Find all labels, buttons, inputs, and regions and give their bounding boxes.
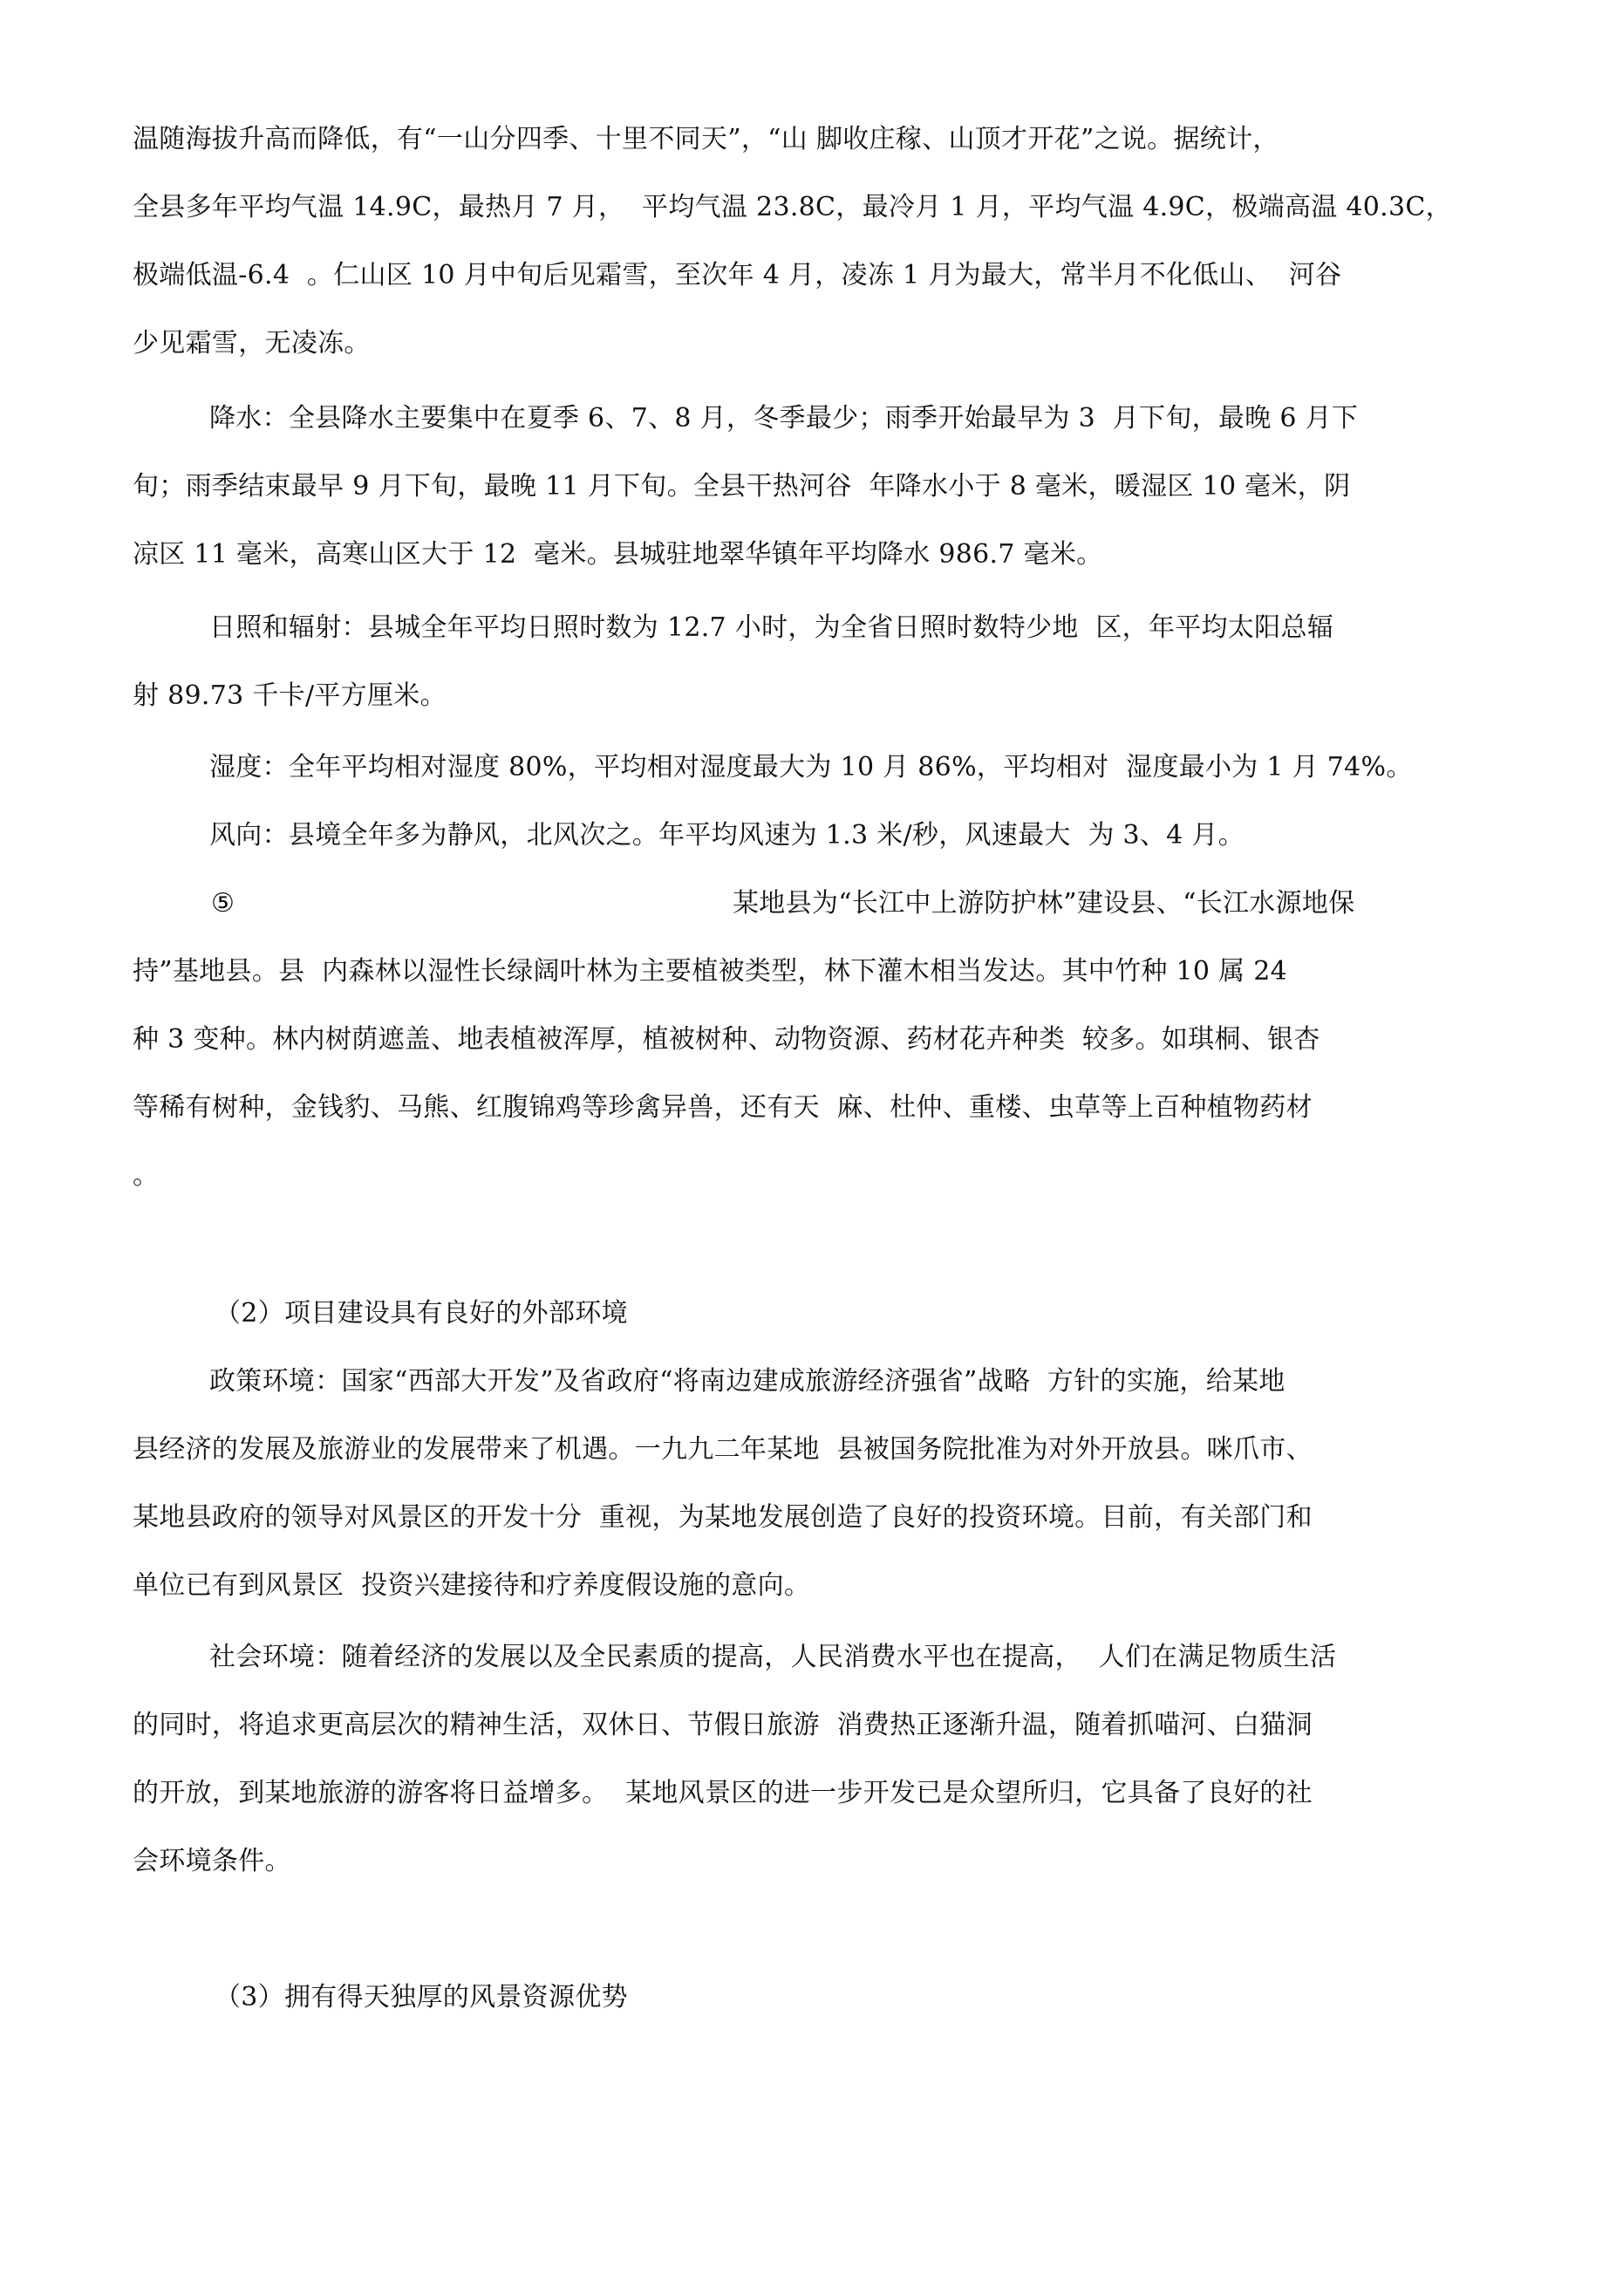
paragraph-line: 极端低温-6.4 。仁山区 10 月中旬后见霜雪，至次年 4 月，凌冻 1 月为最大，常半月不化低山、 河谷 — [133, 260, 1342, 290]
paragraph-line: 温随海拔升高而降低，有“一山分四季、十里不同天”，“山 脚收庄稼、山顶才开花”之说。据统计， — [133, 124, 1279, 154]
item-marker: ⑤ — [211, 888, 235, 919]
paragraph-line: 风向：县境全年多为静风，北风次之。年平均风速为 1.3 米/秒，风速最大 为 3、4 月。 — [209, 820, 1245, 851]
paragraph-line: 某地县政府的领导对风景区的开发十分 重视，为某地发展创造了良好的投资环境。目前，有关部门和 — [133, 1502, 1313, 1533]
section-heading: （2）项目建设具有良好的外部环境 — [215, 1298, 628, 1329]
paragraph-line: 全县多年平均气温 14.9C，最热月 7 月， 平均气温 23.8C，最冷月 1 月，平均气温 4.9C，极端高温 40.3C， — [133, 192, 1452, 222]
paragraph-line: 会环境条件。 — [133, 1846, 291, 1876]
paragraph-line: 社会环境：随着经济的发展以及全民素质的提高，人民消费水平也在提高， 人们在满足物质生活 — [209, 1642, 1337, 1672]
section-heading: （3）拥有得天独厚的风景资源优势 — [215, 1982, 628, 2012]
paragraph-line: 旬；雨季结束最早 9 月下旬，最晚 11 月下旬。全县干热河谷 年降水小于 8 毫米，暖湿区 10 毫米，阴 — [133, 471, 1351, 502]
paragraph-line: 。 — [133, 1160, 160, 1191]
paragraph-line: 的开放，到某地旅游的游客将日益增多。 某地风景区的进一步开发已是众望所归，它具备了良好的社 — [133, 1778, 1313, 1808]
paragraph-line: 持”基地县。县 内森林以湿性长绿阔叶林为主要植被类型，林下灌木相当发达。其中竹种 10 属 24 — [133, 956, 1288, 987]
paragraph-line: 县经济的发展及旅游业的发展带来了机遇。一九九二年某地 县被国务院批准为对外开放县。咪爪市、 — [133, 1434, 1313, 1465]
paragraph-line: 射 89.73 千卡/平方厘米。 — [133, 680, 447, 711]
paragraph-line: 日照和辐射：县城全年平均日照时数为 12.7 小时，为全省日照时数特少地 区，年平均太阳总辐 — [209, 612, 1334, 643]
paragraph-line: 单位已有到风景区 投资兴建接待和疗养度假设施的意向。 — [133, 1570, 811, 1601]
paragraph-line: 的同时，将追求更高层次的精神生活，双休日、节假日旅游 消费热正逐渐升温，随着抓喵河、白猫洞 — [133, 1710, 1313, 1740]
paragraph-line: 种 3 变种。林内树荫遮盖、地表植被浑厚，植被树种、动物资源、药材花卉种类 较多。如琪桐、银杏 — [133, 1024, 1320, 1055]
paragraph-line: 少见霜雪，无凌冻。 — [133, 328, 371, 359]
paragraph-line: 某地县为“长江中上游防护林”建设县、“长江水源地保 — [733, 888, 1355, 919]
paragraph-line: 湿度：全年平均相对湿度 80%，平均相对湿度最大为 10 月 86%，平均相对 湿度最小为 1 月 74%。 — [209, 752, 1413, 782]
paragraph-line: 降水：全县降水主要集中在夏季 6、7、8 月，冬季最少；雨季开始最早为 3 月下旬，最晚 6 月下 — [209, 403, 1359, 434]
paragraph-line: 等稀有树种，金钱豹、马熊、红腹锦鸡等珍禽异兽，还有天 麻、杜仲、重楼、虫草等上百种植物药材 — [133, 1092, 1313, 1123]
paragraph-line: 政策环境：国家“西部大开发”及省政府“将南边建成旅游经济强省”战略 方针的实施，给某地 — [209, 1366, 1285, 1397]
paragraph-line: 凉区 11 毫米，高寒山区大于 12 毫米。县城驻地翠华镇年平均降水 986.7 毫米。 — [133, 539, 1103, 570]
